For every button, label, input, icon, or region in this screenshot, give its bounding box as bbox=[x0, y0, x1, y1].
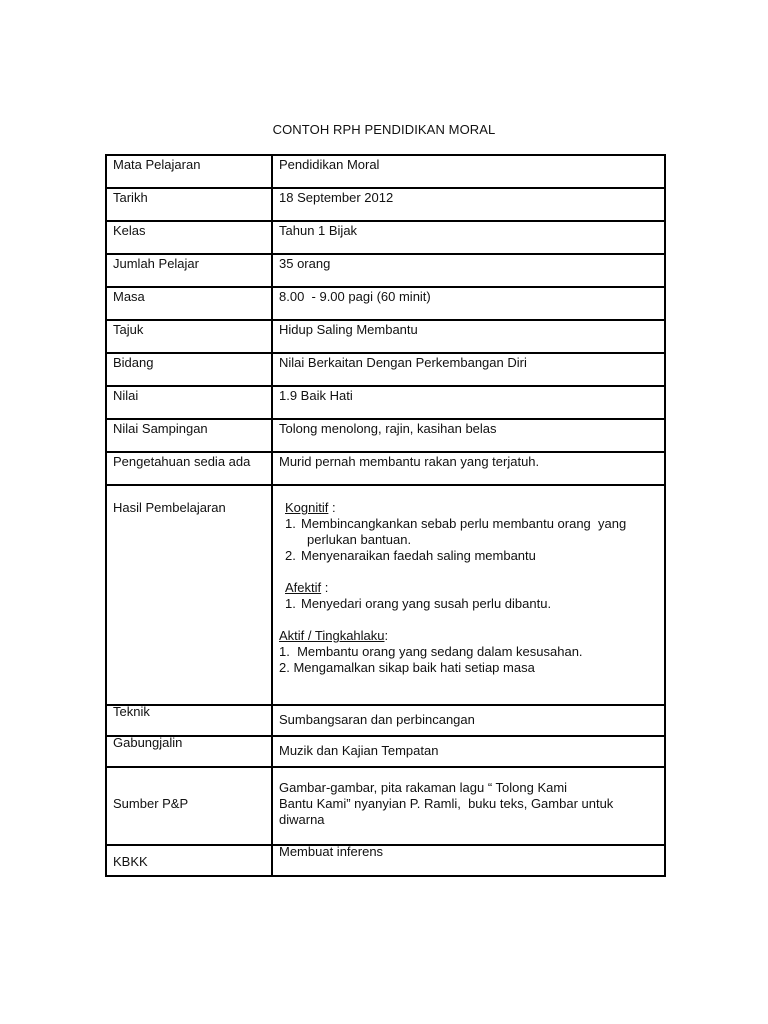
row-bidang bbox=[106, 353, 665, 386]
row-label: Hasil Pembelajaran bbox=[106, 485, 272, 705]
row-label-text: KBKK bbox=[113, 854, 148, 869]
row-nilai-sampingan bbox=[106, 419, 665, 452]
row-label-text: Sumber P&P bbox=[113, 796, 189, 811]
row-label: Pengetahuan sedia ada bbox=[106, 452, 272, 485]
row-label-text: Teknik bbox=[113, 704, 150, 719]
row-value-text: Sumbangsaran dan perbincangan bbox=[279, 712, 475, 727]
row-label bbox=[106, 705, 272, 736]
list-number: 1. bbox=[285, 516, 296, 531]
row-value: Murid pernah membantu rakan yang terjatuh. bbox=[272, 452, 665, 485]
row-label: Tajuk bbox=[106, 320, 272, 353]
row-label: Nilai Sampingan bbox=[106, 419, 272, 452]
row-kbkk bbox=[106, 845, 665, 876]
list-item bbox=[285, 548, 658, 564]
list-text: Menyedari orang yang susah perlu dibantu. bbox=[301, 596, 552, 611]
row-tarikh bbox=[106, 188, 665, 221]
row-value bbox=[272, 736, 665, 767]
aktif-suffix: : bbox=[384, 628, 389, 643]
row-value bbox=[272, 767, 665, 845]
row-label-text: Gabungjalin bbox=[113, 735, 183, 750]
row-label: Kelas bbox=[106, 221, 272, 254]
list-number: 1. bbox=[285, 596, 296, 611]
sumber-line: Gambar-gambar, pita rakaman lagu “ Tolong Kami bbox=[279, 780, 568, 795]
row-label: Bidang bbox=[106, 353, 272, 386]
row-value bbox=[272, 845, 665, 876]
row-label: Masa bbox=[106, 287, 272, 320]
row-value: Tahun 1 Bijak bbox=[272, 221, 665, 254]
row-value: Nilai Berkaitan Dengan Perkembangan Diri bbox=[272, 353, 665, 386]
row-label: Jumlah Pelajar bbox=[106, 254, 272, 287]
afektif-section bbox=[279, 580, 658, 612]
row-value-text: Muzik dan Kajian Tempatan bbox=[279, 743, 439, 758]
hasil-pembelajaran-content bbox=[272, 485, 665, 705]
row-value-text: Membuat inferens bbox=[279, 844, 384, 859]
row-gabungjalin bbox=[106, 736, 665, 767]
list-item: 1. Membantu orang yang sedang dalam kesusahan. bbox=[279, 644, 583, 659]
row-teknik bbox=[106, 705, 665, 736]
kognitif-heading: Kognitif bbox=[285, 500, 329, 515]
row-value: 35 orang bbox=[272, 254, 665, 287]
row-value: 8.00 - 9.00 pagi (60 minit) bbox=[272, 287, 665, 320]
row-sumber-pnp bbox=[106, 767, 665, 845]
row-label bbox=[106, 736, 272, 767]
aktif-section bbox=[279, 628, 658, 676]
row-value: Hidup Saling Membantu bbox=[272, 320, 665, 353]
row-label bbox=[106, 767, 272, 845]
kognitif-suffix: : bbox=[328, 500, 336, 515]
kognitif-section bbox=[279, 500, 658, 564]
row-label: Tarikh bbox=[106, 188, 272, 221]
row-masa bbox=[106, 287, 665, 320]
sumber-line: Bantu Kami” nyanyian P. Ramli, buku teks, Gambar untuk bbox=[279, 796, 614, 811]
row-value bbox=[272, 705, 665, 736]
aktif-heading: Aktif / Tingkahlaku bbox=[279, 628, 385, 643]
list-item bbox=[285, 516, 658, 548]
sumber-text bbox=[279, 768, 658, 828]
row-value: Tolong menolong, rajin, kasihan belas bbox=[272, 419, 665, 452]
kognitif-heading-line bbox=[285, 500, 658, 516]
row-hasil-pembelajaran bbox=[106, 485, 665, 705]
row-pengetahuan-sedia-ada bbox=[106, 452, 665, 485]
afektif-suffix: : bbox=[321, 580, 329, 595]
list-item: 2. Mengamalkan sikap baik hati setiap masa bbox=[279, 660, 535, 675]
list-text-continued: perlukan bantuan. bbox=[307, 532, 412, 547]
afektif-heading: Afektif bbox=[285, 580, 322, 595]
rph-table bbox=[105, 154, 666, 877]
row-jumlah-pelajar bbox=[106, 254, 665, 287]
aktif-heading-line bbox=[279, 628, 658, 644]
row-nilai bbox=[106, 386, 665, 419]
list-text: Membincangkankan sebab perlu membantu orang yang bbox=[301, 516, 627, 531]
row-value: 18 September 2012 bbox=[272, 188, 665, 221]
row-label bbox=[106, 845, 272, 876]
row-mata-pelajaran bbox=[106, 155, 665, 188]
list-text: Menyenaraikan faedah saling membantu bbox=[301, 548, 536, 563]
row-kelas bbox=[106, 221, 665, 254]
row-label: Mata Pelajaran bbox=[106, 155, 272, 188]
list-item bbox=[285, 596, 658, 612]
row-value: 1.9 Baik Hati bbox=[272, 386, 665, 419]
afektif-heading-line bbox=[285, 580, 658, 596]
document-title: CONTOH RPH PENDIDIKAN MORAL bbox=[272, 122, 496, 137]
row-value: Pendidikan Moral bbox=[272, 155, 665, 188]
list-number: 2. bbox=[285, 548, 296, 563]
row-tajuk bbox=[106, 320, 665, 353]
sumber-line: diwarna bbox=[279, 812, 325, 827]
row-label: Nilai bbox=[106, 386, 272, 419]
